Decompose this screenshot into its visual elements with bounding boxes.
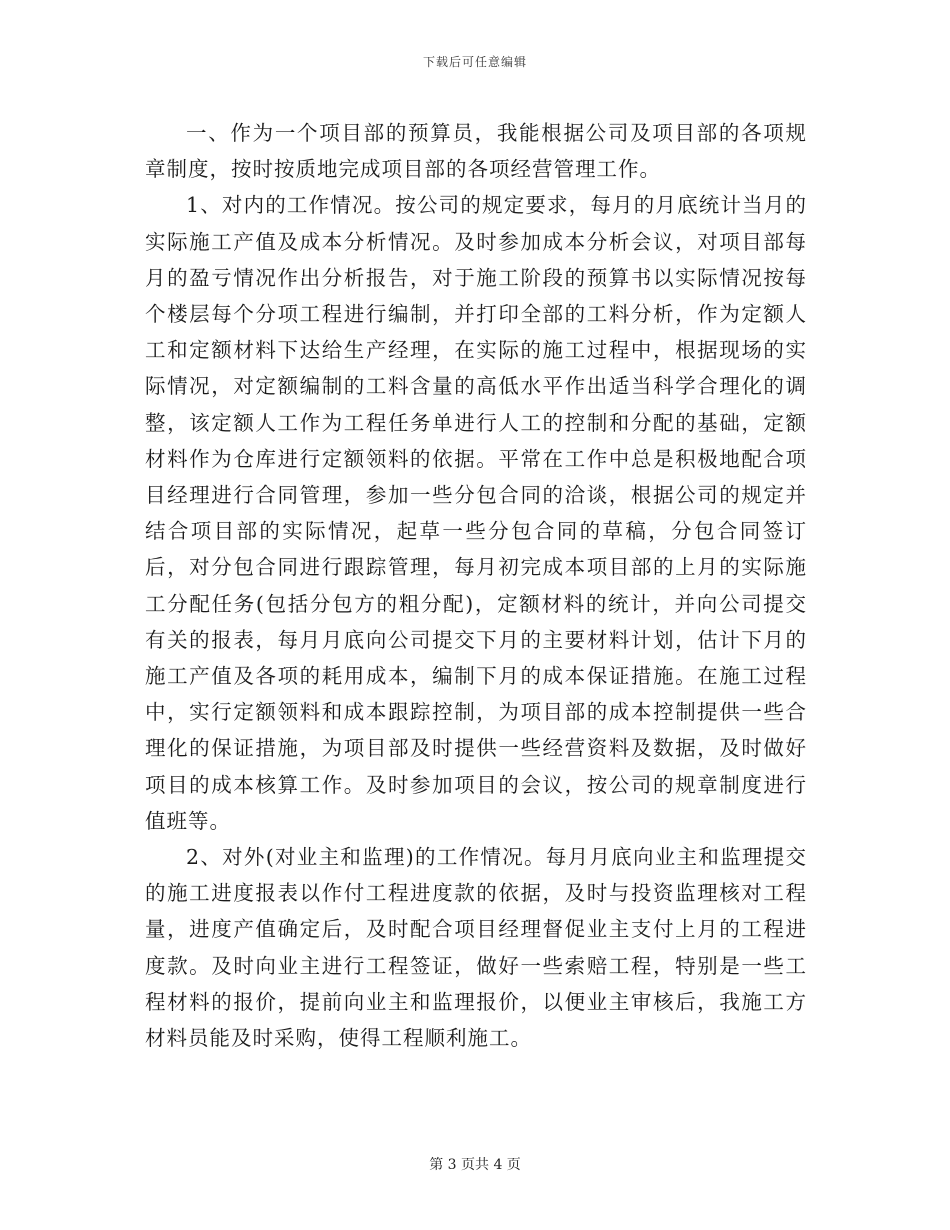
page-header: 下载后可任意编辑 [422, 55, 527, 69]
document-body [145, 115, 807, 1056]
paragraph-external-work: 2、对外(对业主和监理)的工作情况。每月月底向业主和监理提交的施工进度报表以作付工程进度款的依据，及时与投资监理核对工程量，进度产值确定后，及时配合项目经理督促业主支付上月的工程进度款。及时向业主进行工程签证，做好一些索赔工程，特别是一些工程材料的报价，提前向业主和监理报价，以便业主审核后，我施工方材料员能及时采购，使得工程顺利施工。 [145, 845, 807, 1051]
page-footer: 第 3 页共 4 页 [429, 1157, 521, 1173]
paragraph-section-one: 一、作为一个项目部的预算员，我能根据公司及项目部的各项规章制度，按时按质地完成项目部的各项经营管理工作。 [145, 121, 807, 182]
paragraph-internal-work: 1、对内的工作情况。按公司的规定要求，每月的月底统计当月的实际施工产值及成本分析情况。及时参加成本分析会议，对项目部每月的盈亏情况作出分析报告，对于施工阶段的预算书以实际情况按每个楼层每个分项工程进行编制，并打印全部的工料分析，作为定额人工和定额材料下达给生产经理，在实际的施工过程中，根据现场的实际情况，对定额编制的工料含量的高低水平作出适当科学合理化的调整，该定额人工作为工程任务单进行人工的控制和分配的基础，定额材料作为仓库进行定额领料的依据。平常在工作中总是积极地配合项目经理进行合同管理，参加一些分包合同的洽谈，根据公司的规定并结合项目部的实际情况，起草一些分包合同的草稿，分包合同签订后，对分包合同进行跟踪管理，每月初完成本项目部的上月的实际施工分配任务(包括分包方的粗分配)，定额材料的统计，并向公司提交有关的报表，每月月底向公司提交下月的主要材料计划，估计下月的施工产值及各项的耗用成本，编制下月的成本保证措施。在施工过程中，实行定额领料和成本跟踪控制，为项目部的成本控制提供一些合理化的保证措施，为项目部及时提供一些经营资料及数据，及时做好项目的成本核算工作。及时参加项目的会议，按公司的规章制度进行值班等。 [145, 193, 807, 833]
